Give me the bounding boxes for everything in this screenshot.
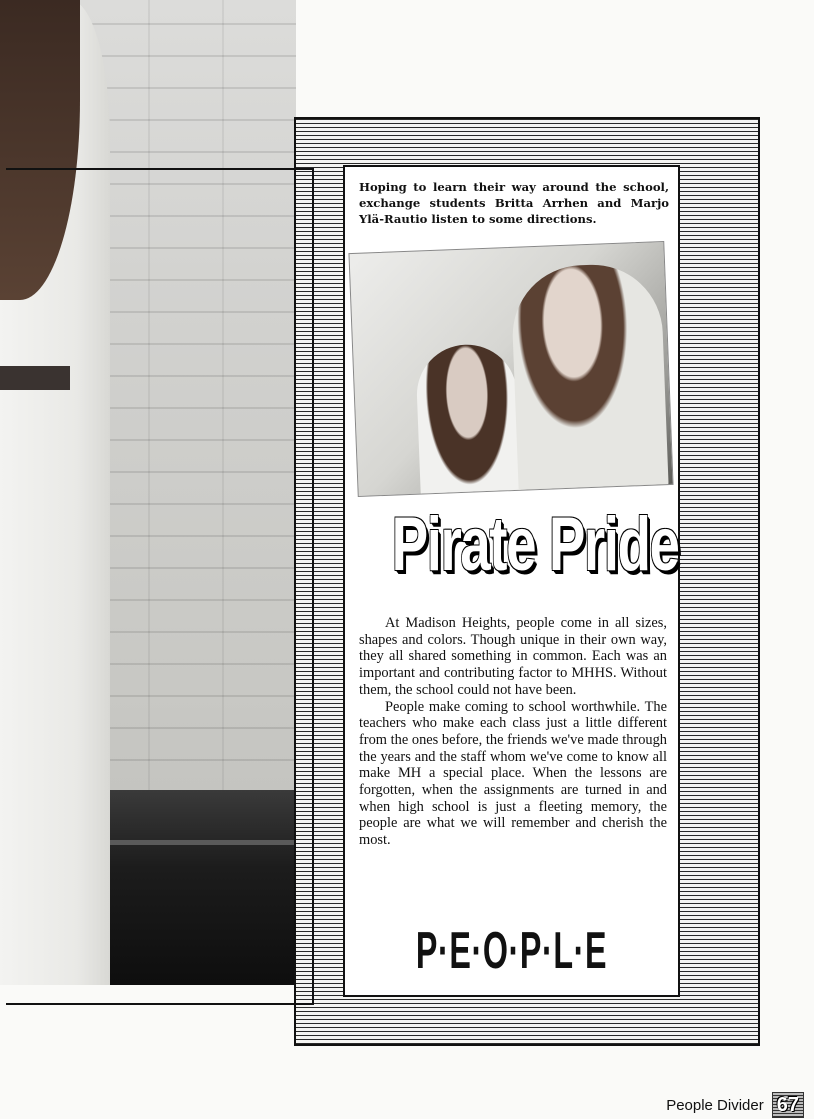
section-title: P·E·O·P·L·E xyxy=(415,922,608,980)
page-number: 67 xyxy=(772,1092,804,1118)
student-marjo xyxy=(510,262,669,497)
photo-frame-border xyxy=(6,168,314,1005)
footer-label: People Divider xyxy=(666,1096,764,1114)
page-footer xyxy=(666,1093,804,1117)
article-panel xyxy=(343,165,680,997)
photo-caption: Hoping to learn their way around the school, exchange students Britta Arrhen and Marjo Ylä-Rautio listen to some directions. xyxy=(359,180,669,226)
student-britta xyxy=(415,343,521,497)
exchange-students-photo xyxy=(348,241,673,497)
body-paragraph-2: People make coming to school worthwhile. The teachers who make each class just a little different from the ones before, the friends we've made through the years and the staff whom we've come to know all make MH a special place. When the lessons are forgotten, when the assignments are turned in and when high school is just a fleeting memory, the people are what we will remember and cherish the most. xyxy=(359,698,667,849)
article-body xyxy=(359,615,667,849)
body-paragraph-1: At Madison Heights, people come in all sizes, shapes and colors. Though unique in their own way, they all shared something in common. Each was an important and contributing factor to MHHS. Without them, the school could not have been. xyxy=(359,615,667,698)
headline: Pirate Pride xyxy=(391,502,679,587)
